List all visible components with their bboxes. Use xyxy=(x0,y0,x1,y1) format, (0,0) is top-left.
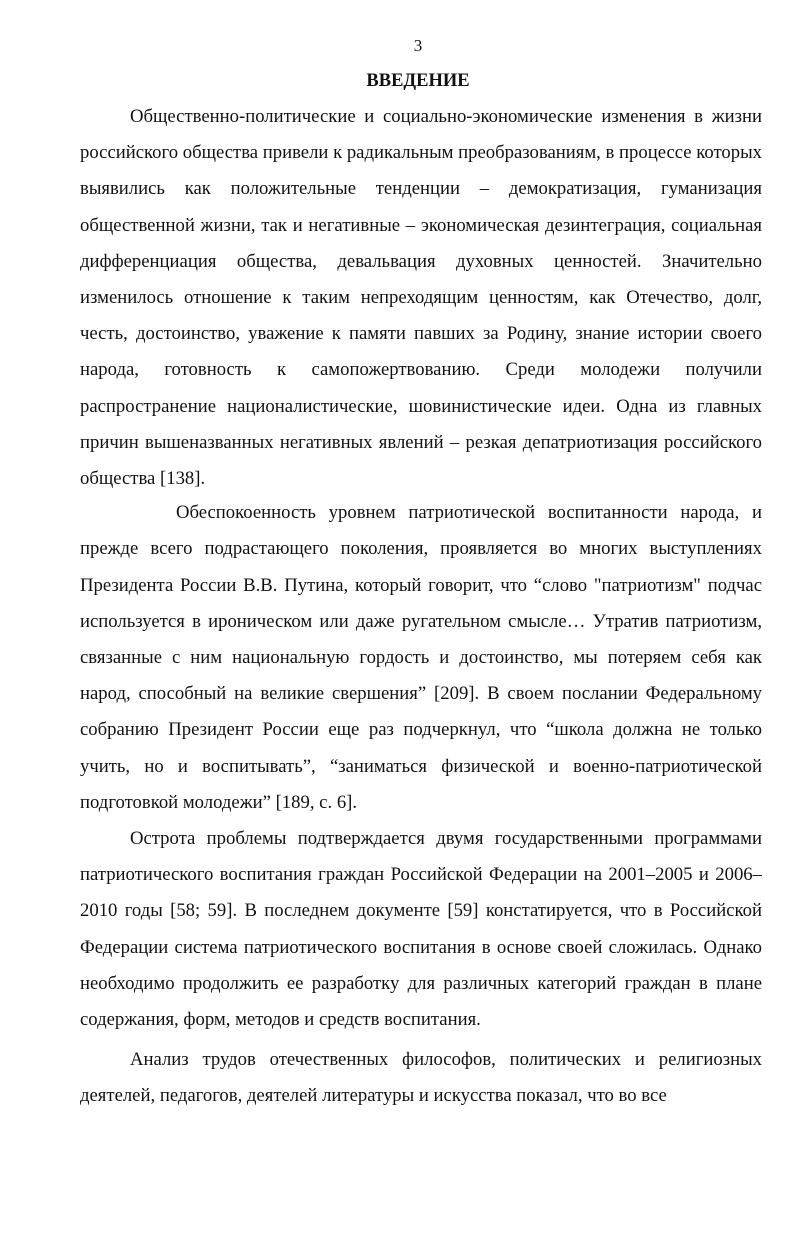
body-text xyxy=(80,99,762,1115)
paragraph-3: Острота проблемы подтверждается двумя государственными программами патриотического воспитания граждан Российской Федерации на 2001–2005 и 2006–2010 годы [58; 59]. В последнем документе [59] констатируется, что в Российской Федерации система патриотического воспитания в основе своей сложилась. Однако необходимо продолжить ее разработку для различных категорий граждан в плане содержания, форм, методов и средств воспитания. xyxy=(80,828,762,1031)
paragraph-1: Общественно-политические и социально-экономические изменения в жизни российского общества привели к радикальным преобразованиям, в процессе которых выявились как положительные тенденции – демократизация, гуманизация общественной жизни, так и негативные – экономическая дезинтеграция, социальная дифференциация общества, девальвация духовных ценностей. Значительно изменилось отношение к таким непреходящим ценностям, как Отечество, долг, честь, достоинство, уважение к памяти павших за Родину, знание истории своего народа, готовность к самопожертвованию. Среди молодежи получили распространение националистические, шовинистические идеи. Одна из главных причин вышеназванных негативных явлений – резкая депатриотизация российского общества [138]. xyxy=(80,106,762,490)
paragraph-2: Обеспокоенность уровнем патриотической воспитанности народа, и прежде всего подрастающего поколения, проявляется во многих выступлениях Президента России В.В. Путина, который говорит, что “слово "патриотизм" подчас используется в ироническом или даже ругательном смысле… Утратив патриотизм, связанные с ним национальную гордость и достоинство, мы потеряем себя как народ, способный на великие свершения” [209]. В своем послании Федеральному собранию Президент России еще раз подчеркнул, что “школа должна не только учить, но и воспитывать”, “заниматься физической и военно-патриотической подготовкой молодежи” [189, с. 6]. xyxy=(80,502,762,813)
page-number: 3 xyxy=(413,36,423,55)
page-title: ВВЕДЕНИЕ xyxy=(366,71,470,91)
paragraph-4: Анализ трудов отечественных философов, политических и религиозных деятелей, педагогов, деятелей литературы и искусства показал, что во все xyxy=(80,1049,762,1107)
